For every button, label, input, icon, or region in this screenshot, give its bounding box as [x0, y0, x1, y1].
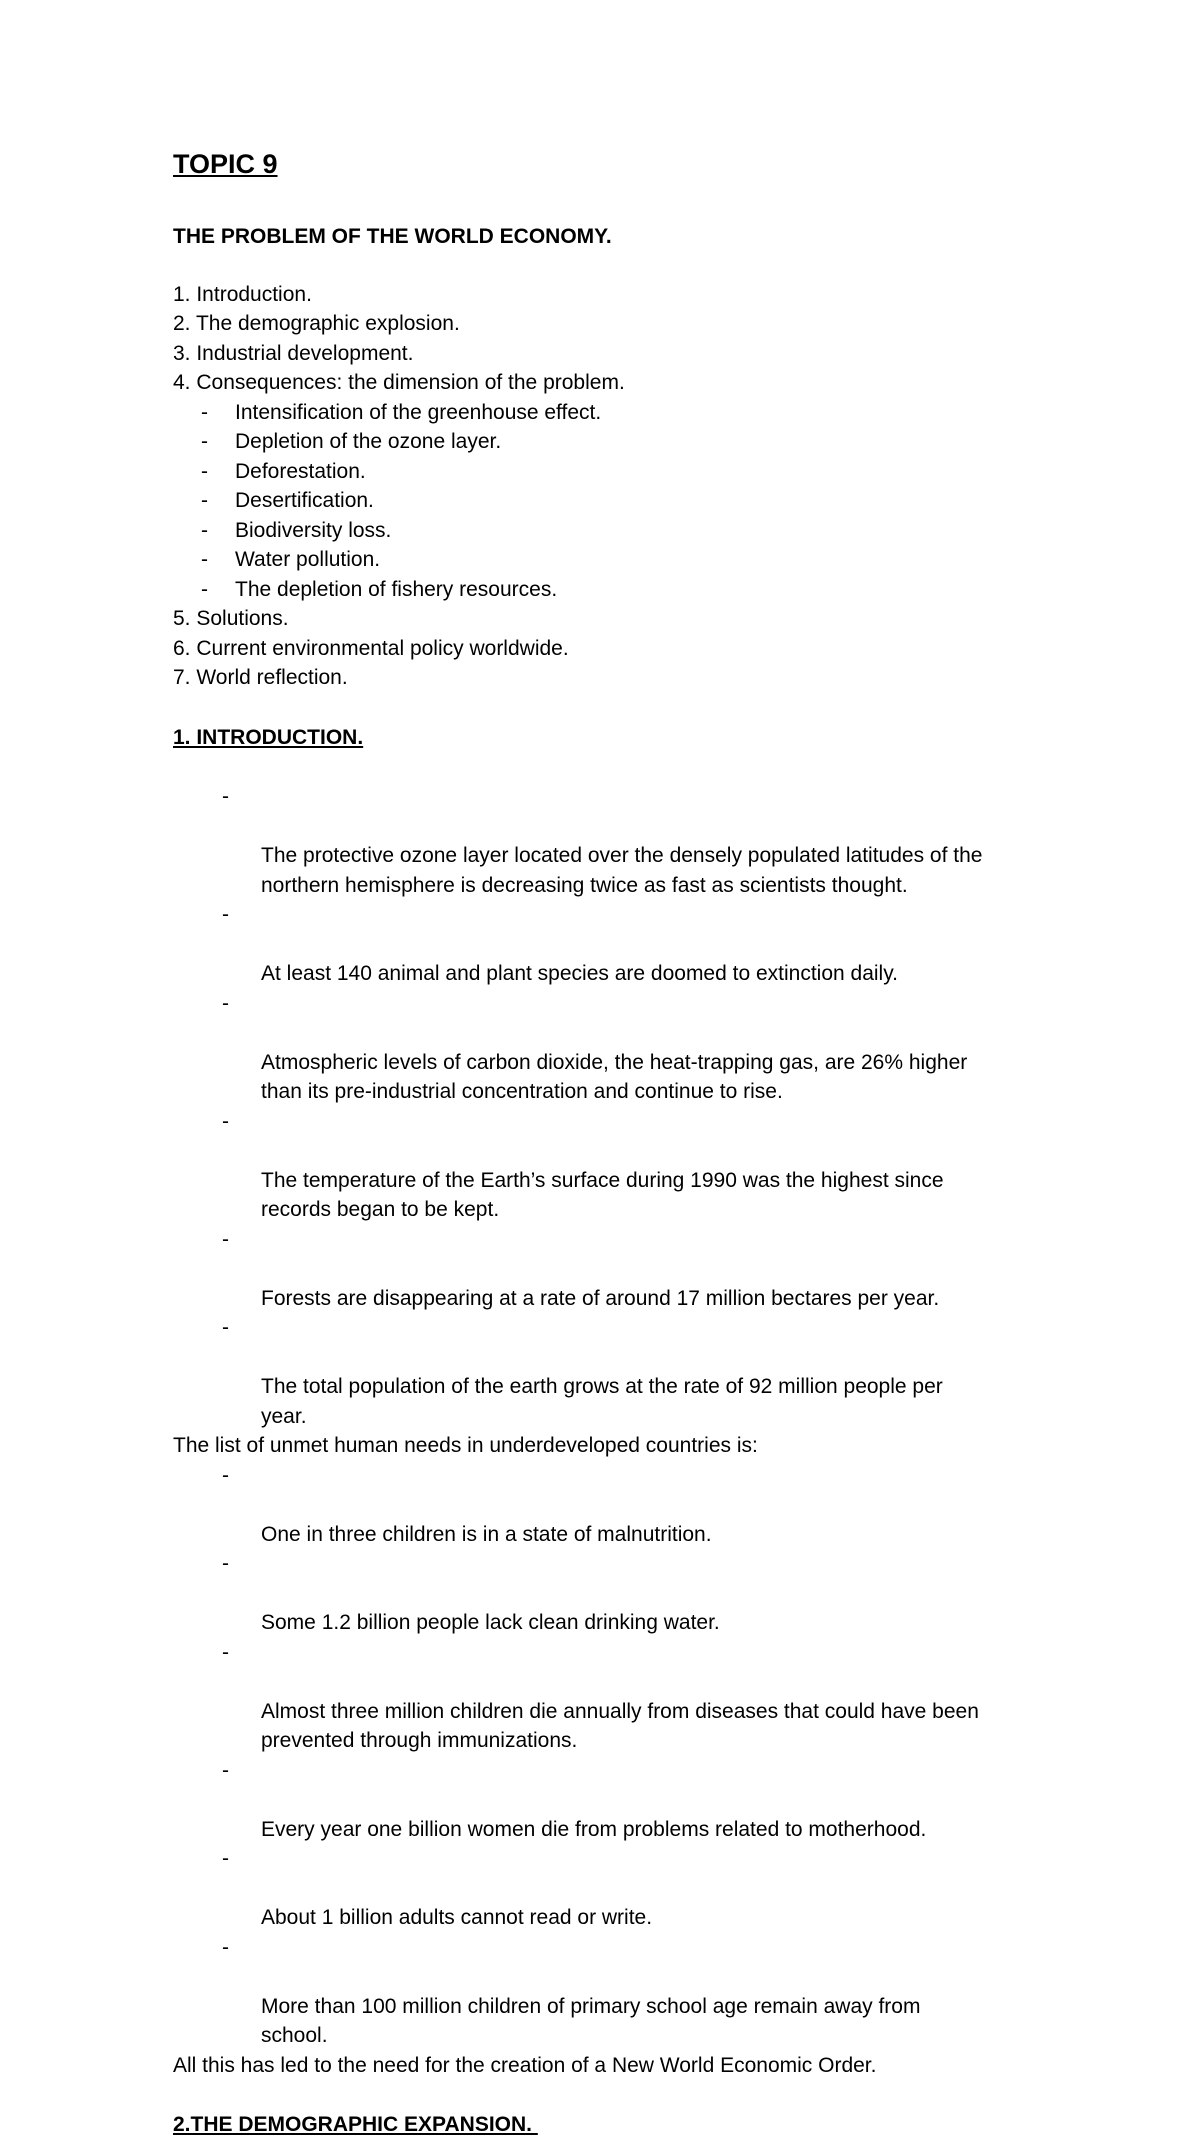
dash-bullet: -: [222, 903, 229, 926]
list-item-text: Some 1.2 billion people lack clean drinking water.: [261, 1611, 720, 1634]
list-item-text: More than 100 million children of primary school age remain away from school.: [261, 1994, 921, 2047]
toc-item: 4. Consequences: the dimension of the problem.: [173, 371, 625, 394]
dash-bullet: -: [222, 1640, 229, 1664]
list-item: [173, 1549, 1053, 1638]
list-item: [173, 782, 1053, 900]
dash-bullet: -: [222, 1552, 229, 1575]
section-demographic-expansion: [173, 2110, 1053, 2140]
toc-subitem: [173, 486, 1053, 516]
dash-bullet: -: [222, 991, 229, 1015]
list-item: [173, 1638, 1053, 1756]
list-item-text: Atmospheric levels of carbon dioxide, the heat-trapping gas, are 26% higher than its pre-industrial concentration and continue to rise.: [261, 1050, 968, 1103]
list-item: [173, 1844, 1053, 1933]
dash-bullet: -: [201, 577, 208, 601]
toc-subitem-text: Water pollution.: [235, 548, 381, 571]
list-item-text: Forests are disappearing at a rate of around 17 million bectares per year.: [261, 1286, 940, 1310]
list-item-text: Every year one billion women die from problems related to motherhood.: [261, 1817, 927, 1841]
list-item: [173, 989, 1053, 1107]
list-item-text: About 1 billion adults cannot read or write.: [261, 1906, 653, 1929]
dash-bullet: -: [222, 785, 229, 808]
toc-subitem: [173, 427, 1053, 457]
dash-bullet: -: [222, 1758, 229, 1782]
dash-bullet: -: [201, 400, 208, 424]
section-introduction: [173, 723, 1053, 2081]
topic-title: TOPIC 9: [173, 149, 278, 179]
dash-bullet: -: [201, 518, 208, 542]
toc-subitem-text: Intensification of the greenhouse effect.: [235, 400, 602, 424]
dash-bullet: -: [222, 1935, 229, 1959]
list-item: [173, 1461, 1053, 1550]
section-heading: 1. INTRODUCTION.: [173, 725, 364, 749]
toc-subitem-text: The depletion of fishery resources.: [235, 577, 558, 601]
dash-bullet: -: [222, 1463, 229, 1487]
facts-list: [173, 782, 1053, 1431]
needs-intro: The list of unmet human needs in underdeveloped countries is:: [173, 1434, 758, 1457]
toc-subitem: [173, 457, 1053, 487]
toc-subitem-text: Biodiversity loss.: [235, 518, 392, 542]
section-heading: 2.THE DEMOGRAPHIC EXPANSION.: [173, 2113, 538, 2136]
toc-subitem: [173, 516, 1053, 546]
list-item-text: One in three children is in a state of malnutrition.: [261, 1522, 712, 1546]
toc-item: 2. The demographic explosion.: [173, 312, 460, 335]
list-item: [173, 1756, 1053, 1845]
list-item: [173, 1225, 1053, 1314]
toc-item: 5. Solutions.: [173, 607, 289, 630]
list-item-text: The total population of the earth grows at the rate of 92 million people per year.: [261, 1375, 943, 1428]
toc-subitem: [173, 575, 1053, 605]
list-item: [173, 1933, 1053, 2051]
table-of-contents: [173, 280, 1053, 693]
list-item-text: At least 140 animal and plant species are doomed to extinction daily.: [261, 962, 898, 985]
toc-subitem-text: Desertification.: [235, 489, 374, 512]
needs-list: [173, 1461, 1053, 2051]
toc-subitem-text: Depletion of the ozone layer.: [235, 430, 502, 453]
toc-item: 3. Industrial development.: [173, 341, 414, 365]
dash-bullet: -: [222, 1109, 229, 1133]
toc-item: 6. Current environmental policy worldwide.: [173, 636, 569, 660]
dash-bullet: -: [201, 430, 208, 453]
list-item-text: The protective ozone layer located over the densely populated latitudes of the northern hemisphere is decreasing twice as fast as scientists thought.: [261, 844, 983, 897]
list-item: [173, 1107, 1053, 1225]
document-content: [173, 146, 1053, 2140]
list-item: [173, 1313, 1053, 1431]
dash-bullet: -: [201, 489, 208, 512]
dash-bullet: -: [222, 1847, 229, 1870]
conclusion-text: All this has led to the need for the creation of a New World Economic Order.: [173, 2053, 877, 2077]
toc-item: 7. World reflection.: [173, 666, 348, 689]
dash-bullet: -: [201, 548, 208, 571]
document-heading: THE PROBLEM OF THE WORLD ECONOMY.: [173, 225, 612, 248]
list-item-text: Almost three million children die annually from diseases that could have been prevented through immunizations.: [261, 1699, 979, 1752]
dash-bullet: -: [222, 1227, 229, 1251]
toc-subitem: [173, 398, 1053, 428]
toc-item: 1. Introduction.: [173, 282, 312, 306]
list-item: [173, 900, 1053, 989]
list-item-text: The temperature of the Earth’s surface during 1990 was the highest since records began to be kept.: [261, 1168, 944, 1221]
dash-bullet: -: [222, 1316, 229, 1339]
dash-bullet: -: [201, 459, 208, 483]
toc-subitem: [173, 545, 1053, 575]
toc-subitem-text: Deforestation.: [235, 459, 366, 483]
